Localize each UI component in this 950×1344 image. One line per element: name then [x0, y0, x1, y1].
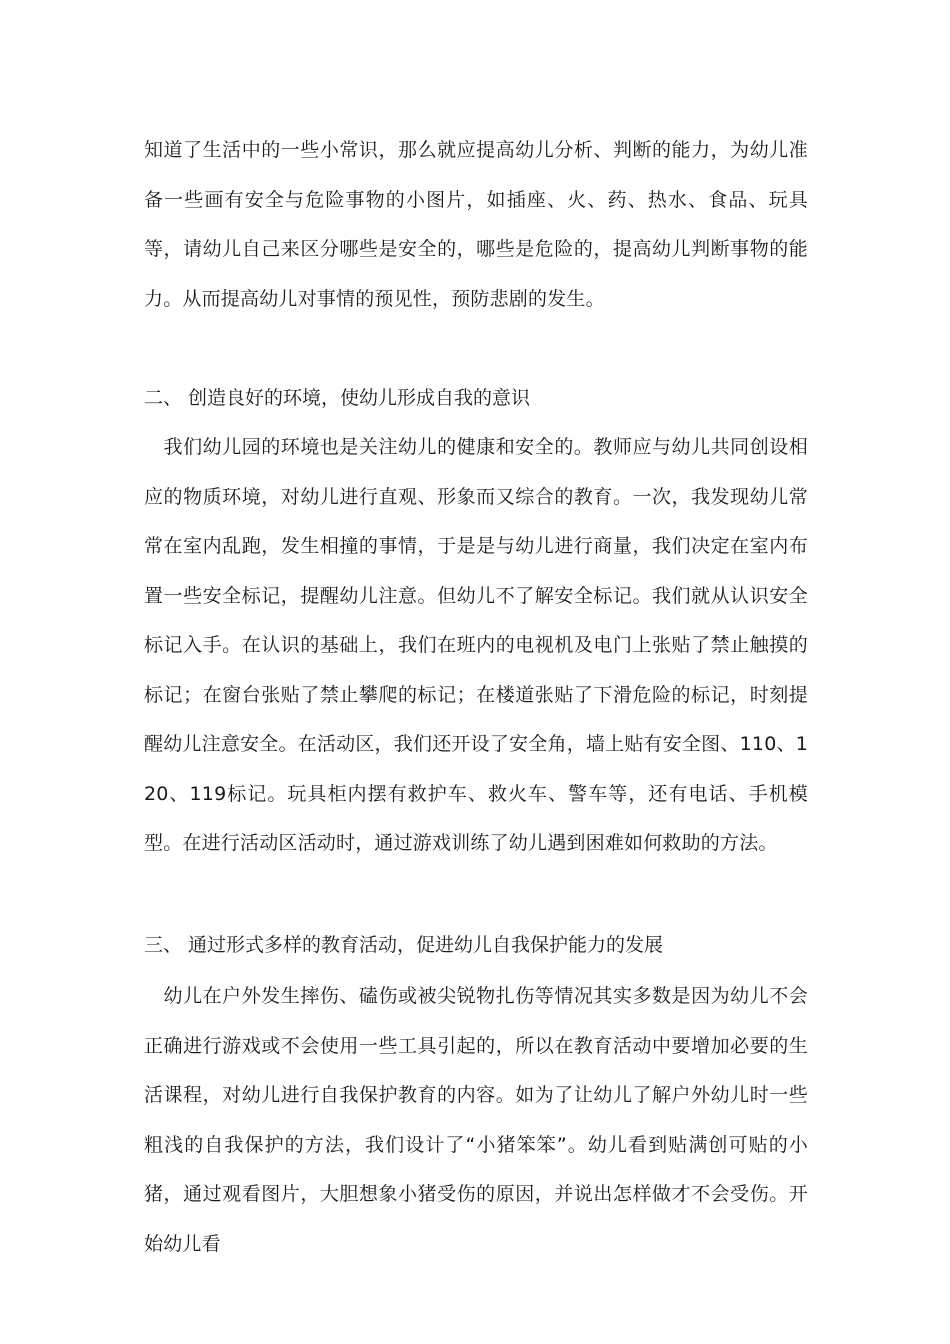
section-3-heading	[144, 921, 808, 971]
section-2-heading	[144, 374, 808, 424]
section-3-number: 三、	[144, 934, 183, 956]
section-3-body: 幼儿在户外发生摔伤、磕伤或被尖锐物扎伤等情况其实多数是因为幼儿不会正确进行游戏或不会使用一些工具引起的，所以在教育活动中要增加必要的生活课程，对幼儿进行自我保护教育的内容。如为了让幼儿了解户外幼儿时一些粗浅的自我保护的方法，我们设计了“小猪笨笨”。幼儿看到贴满创可贴的小猪，通过观看图片，大胆想象小猪受伤的原因，并说出怎样做才不会受伤。开始幼儿看	[144, 985, 808, 1255]
section-2-number: 二、	[144, 387, 183, 409]
section-2-body: 我们幼儿园的环境也是关注幼儿的健康和安全的。教师应与幼儿共同创设相应的物质环境，对幼儿进行直观、形象而又综合的教育。一次，我发现幼儿常常在室内乱跑，发生相撞的事情，于是是与幼儿进行商量，我们决定在室内布置一些安全标记，提醒幼儿注意。但幼儿不了解安全标记。我们就从认识安全标记入手。在认识的基础上，我们在班内的电视机及电门上张贴了禁止触摸的标记；在窗台张贴了禁止攀爬的标记；在楼道张贴了下滑危险的标记，时刻提醒幼儿注意安全。在活动区，我们还开设了安全角，墙上贴有安全图、110、120、119标记。玩具柜内摆有救护车、救火车、警车等，还有电话、手机模型。在进行活动区活动时，通过游戏训练了幼儿遇到困难如何救助的方法。	[144, 436, 808, 854]
section-3-title: 通过形式多样的教育活动，促进幼儿自我保护能力的发展	[188, 934, 664, 956]
section-2-title: 创造良好的环境，使幼儿形成自我的意识	[188, 387, 531, 409]
paragraph-intro: 知道了生活中的一些小常识，那么就应提高幼儿分析、判断的能力，为幼儿准备一些画有安全与危险事物的小图片，如插座、火、药、热水、食品、玩具等，请幼儿自己来区分哪些是安全的，哪些是危险的，提高幼儿判断事物的能力。从而提高幼儿对事情的预见性，预防悲剧的发生。	[144, 139, 808, 310]
